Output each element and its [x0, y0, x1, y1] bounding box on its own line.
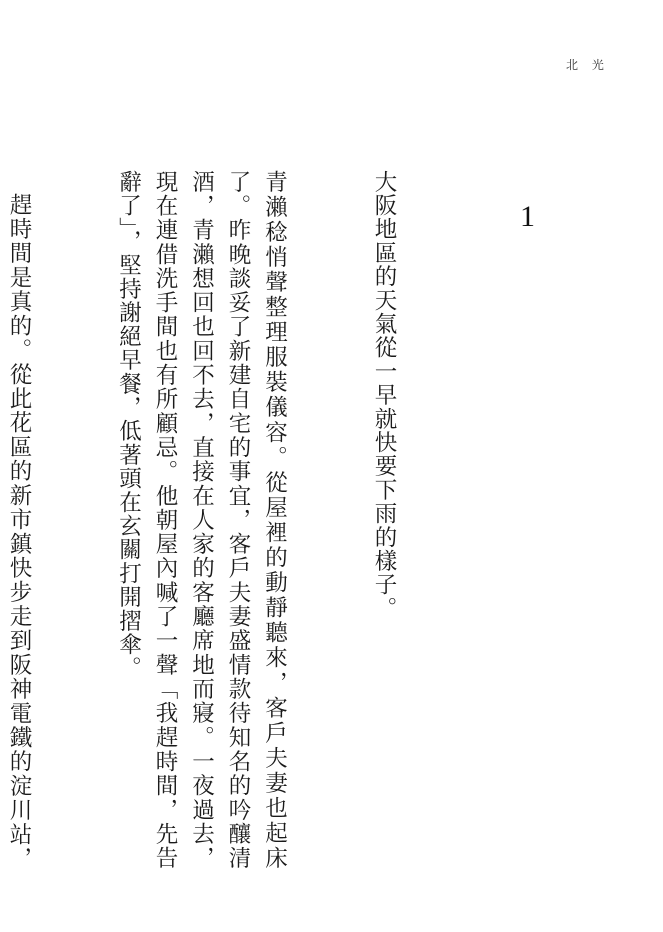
paragraph-1: 大阪地區的天氣從一早就快要下雨的樣子。	[371, 170, 397, 621]
running-head: 北 光	[566, 58, 609, 72]
paragraph-3: 趕時間是真的。從此花區的新市鎮快步走到阪神電鐵的淀川站，	[6, 192, 32, 870]
body-text	[0, 170, 475, 870]
paragraph-2: 青瀨稔悄聲整理服裝儀容。從屋裡的動靜聽來，客戶夫妻也起床了。昨晚談妥了新建自宅的事宜，客戶夫妻盛情款待知名的吟釀清酒，青瀨想回也回不去，直接在人家的客廳席地而寢。一夜過去，現在連借洗手間也有所顧忌。他朝屋內喊了一聲「我趕時間，先告辭了」，堅持謝絕早餐，低著頭在玄關打開摺傘。	[115, 170, 288, 870]
chapter-number: 1	[520, 200, 535, 233]
